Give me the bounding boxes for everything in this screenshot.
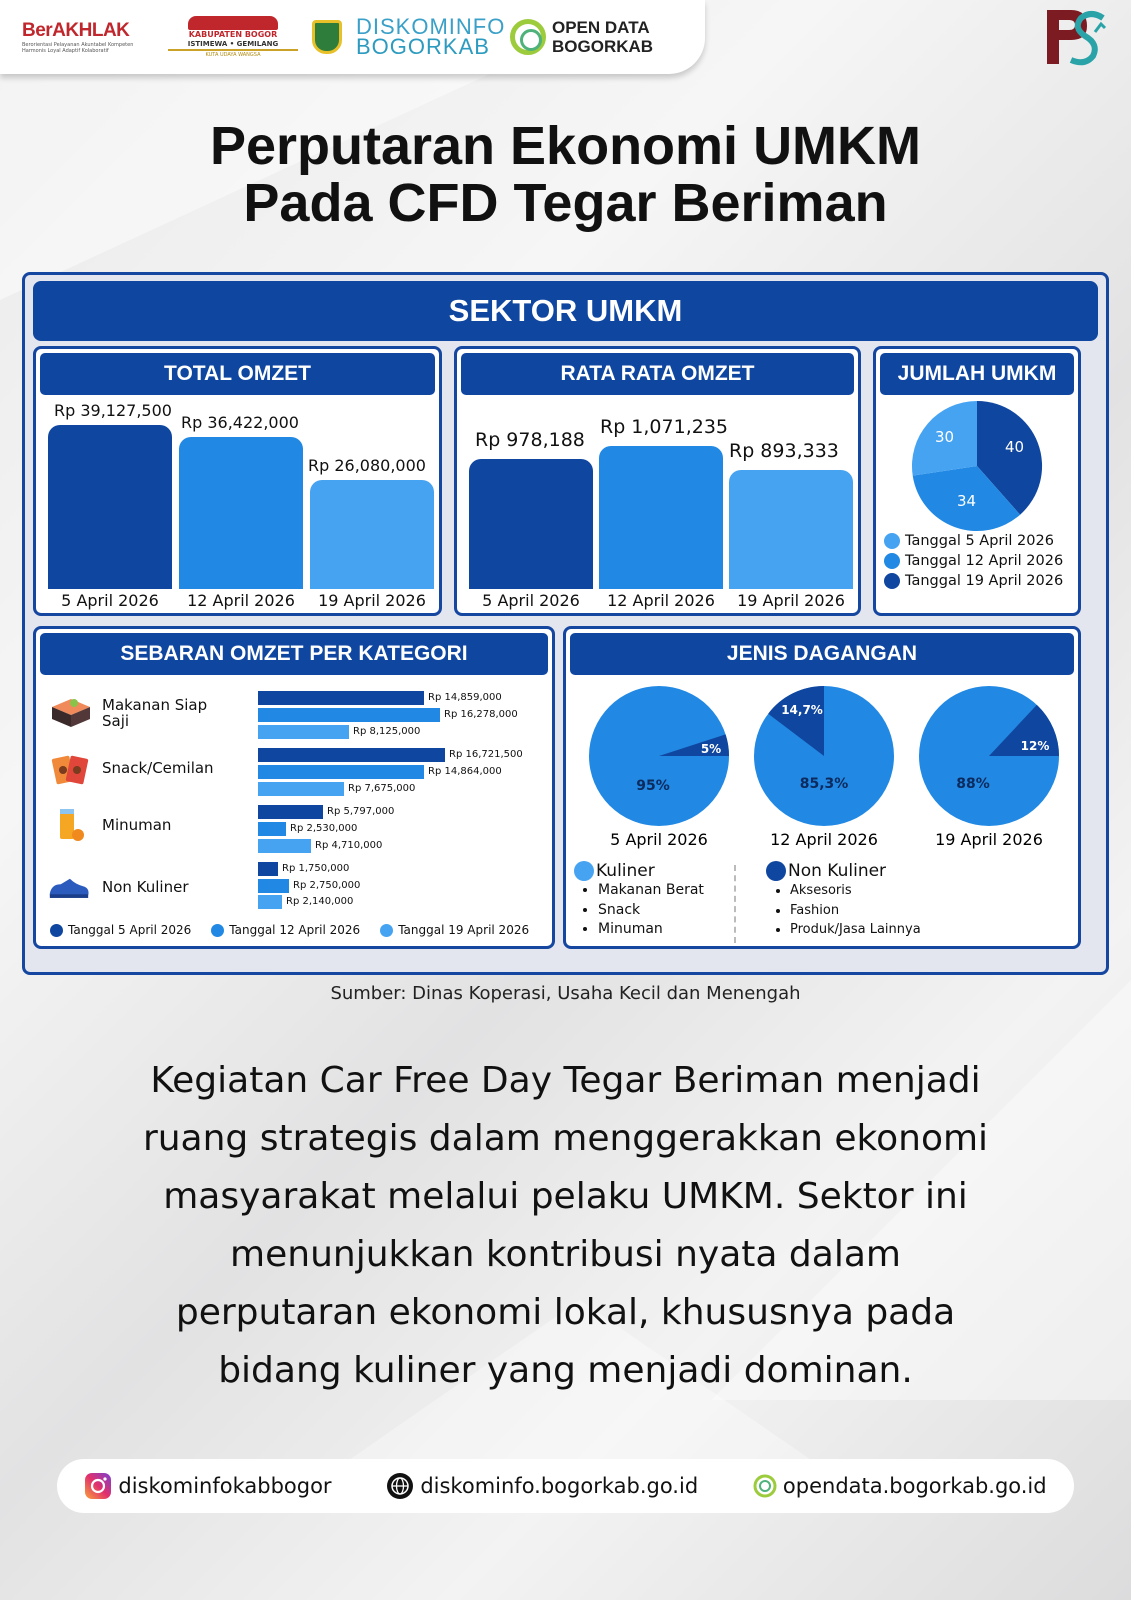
bar-value-label: Rp 1,071,235 — [600, 416, 728, 438]
legend-dot-icon — [380, 924, 393, 937]
pie-label-34: 34 — [957, 492, 977, 510]
hbar-value: Rp 2,750,000 — [293, 880, 361, 891]
hbar-value: Rp 5,797,000 — [327, 806, 395, 817]
bar-value-label: Rp 893,333 — [729, 440, 839, 462]
legend-label: Tanggal 5 April 2026 — [68, 923, 192, 937]
x-axis-label: 12 April 2026 — [607, 591, 715, 610]
instagram-handle: diskominfokabbogor — [118, 1474, 332, 1498]
list-item: • Makanan Berat — [598, 881, 704, 901]
svg-text:5%: 5% — [700, 742, 722, 756]
title-line1: Perputaran Ekonomi UMKM — [209, 116, 922, 176]
kuliner-dot-icon — [574, 861, 594, 881]
hbar-5-april — [258, 862, 278, 876]
x-axis-label: 5 April 2026 — [482, 591, 580, 610]
diskominfo-line1: DISKOMINFO — [356, 14, 506, 39]
berakhlak-logo — [22, 20, 154, 54]
snack-icon — [50, 751, 92, 787]
hbar-19-april — [258, 839, 311, 853]
kabupaten-bogor-logo — [168, 16, 298, 59]
website-link[interactable] — [386, 1472, 698, 1500]
hbar-value: Rp 7,675,000 — [348, 783, 416, 794]
legend-label: Tanggal 19 April 2026 — [398, 923, 530, 937]
kabupaten-line3: KUTA UDAYA WANGSA — [205, 51, 261, 58]
instagram-icon — [84, 1472, 112, 1500]
sebaran-omzet-card — [33, 626, 555, 949]
divider — [734, 865, 736, 943]
svg-text:88%: 88% — [956, 776, 990, 792]
website-url: diskominfo.bogorkab.go.id — [420, 1474, 699, 1498]
opendata-logo — [510, 18, 653, 56]
legend-item — [884, 571, 1063, 591]
bar-12-april — [179, 437, 303, 589]
bar-19-april — [729, 470, 853, 589]
hbar-12-april — [258, 879, 289, 893]
kuliner-items — [574, 881, 704, 940]
bar-value-label: Rp 39,127,500 — [54, 401, 172, 420]
logo-bar — [0, 0, 705, 74]
source-note: Sumber: Dinas Koperasi, Usaha Kecil dan Menengah — [330, 983, 801, 1004]
opendata-ring-icon — [510, 19, 546, 55]
non-kuliner-dot-icon — [766, 861, 786, 881]
ps-logo-icon — [1041, 6, 1111, 68]
shoe-icon — [48, 869, 90, 905]
hbar-value: Rp 2,530,000 — [290, 823, 358, 834]
hbar-19-april — [258, 895, 282, 909]
list-item: • Minuman — [598, 920, 704, 940]
hbar-value: Rp 8,125,000 — [353, 726, 421, 737]
body-line: masyarakat melalui pelaku UMKM. Sektor ini — [163, 1176, 968, 1217]
hbar-value: Rp 16,721,500 — [449, 749, 523, 760]
bar-value-label: Rp 978,188 — [475, 429, 585, 451]
hbar-5-april — [258, 748, 445, 762]
x-axis-label: 19 April 2026 — [318, 591, 426, 610]
legend-item — [766, 861, 921, 881]
sebaran-legend — [50, 920, 529, 940]
diskominfo-logo — [356, 14, 506, 59]
legend-label: Tanggal 12 April 2026 — [229, 923, 361, 937]
instagram-link[interactable] — [84, 1472, 331, 1500]
legend-dot-icon — [884, 553, 900, 569]
kabupaten-line2: ISTIMEWA • GEMILANG — [168, 40, 298, 51]
hbar-value: Rp 16,278,000 — [444, 709, 518, 720]
bar-5-april — [469, 459, 593, 589]
bar-12-april — [599, 446, 723, 589]
body-line: menunjukkan kontribusi nyata dalam — [230, 1234, 901, 1275]
pie-date-label: 12 April 2026 — [770, 830, 878, 849]
hbar-12-april — [258, 765, 424, 779]
legend-dot-icon — [211, 924, 224, 937]
globe-icon — [386, 1472, 414, 1500]
list-item: • Snack — [598, 901, 704, 921]
bar-5-april — [48, 425, 172, 589]
rata-omzet-card — [454, 346, 861, 616]
hbar-value: Rp 4,710,000 — [315, 840, 383, 851]
hbar-value: Rp 14,864,000 — [428, 766, 502, 777]
jenis-dagangan-card — [563, 626, 1081, 949]
hbar-5-april — [258, 805, 323, 819]
svg-text:12%: 12% — [1020, 739, 1050, 753]
jumlah-umkm-legend — [884, 531, 1063, 591]
diskominfo-line2: BOGORKAB — [356, 34, 490, 59]
x-axis-label: 12 April 2026 — [187, 591, 295, 610]
svg-text:95%: 95% — [636, 778, 670, 794]
body-line: ruang strategis dalam menggerakkan ekonomi — [142, 1118, 989, 1159]
berakhlak-tagline: Berorientasi Pelayanan Akuntabel Kompeten Harmonis Loyal Adaptif Kolaboratif — [22, 42, 134, 54]
legend-label: Tanggal 19 April 2026 — [905, 573, 1064, 589]
legend-item — [884, 551, 1063, 571]
category-label: Non Kuliner — [102, 878, 189, 896]
legend-item — [211, 920, 360, 940]
opendata-icon — [753, 1472, 777, 1500]
jenis-pie-19-april — [918, 685, 1060, 827]
legend-dot-icon — [884, 533, 900, 549]
berakhlak-title: BerAKHLAK — [22, 20, 130, 41]
hbar-5-april — [258, 691, 424, 705]
list-item: • Produk/Jasa Lainnya — [790, 920, 921, 940]
jumlah-umkm-title: JUMLAH UMKM — [880, 353, 1074, 395]
jenis-pie-12-april — [753, 685, 895, 827]
non-kuliner-legend — [766, 861, 921, 940]
body-paragraph — [40, 1052, 1091, 1400]
body-line: perputaran ekonomi lokal, khususnya pada — [175, 1292, 956, 1333]
jenis-pie-5-april — [588, 685, 730, 827]
bar-19-april — [310, 480, 434, 589]
legend-label: Tanggal 12 April 2026 — [905, 553, 1064, 569]
sebaran-omzet-title: SEBARAN OMZET PER KATEGORI — [40, 633, 548, 675]
svg-text:14,7%: 14,7% — [781, 703, 823, 717]
legend-dot-icon — [50, 924, 63, 937]
legend-item — [380, 920, 529, 940]
sektor-umkm-header: SEKTOR UMKM — [33, 281, 1098, 341]
jumlah-umkm-pie-chart — [910, 399, 1044, 533]
kabupaten-line1: KABUPATEN BOGOR — [188, 29, 278, 39]
jumlah-umkm-card — [873, 346, 1081, 616]
body-line: Kegiatan Car Free Day Tegar Beriman menjadi — [150, 1060, 981, 1101]
footer-contact-bar — [57, 1459, 1074, 1513]
rata-omzet-title: RATA RATA OMZET — [461, 353, 854, 395]
category-label: Snack/Cemilan — [102, 759, 214, 777]
hbar-19-april — [258, 782, 344, 796]
kuliner-legend — [574, 861, 704, 940]
opendata-link[interactable] — [753, 1472, 1047, 1500]
crown-icon — [188, 16, 278, 30]
legend-label: Tanggal 5 April 2026 — [905, 533, 1054, 549]
legend-item — [884, 531, 1063, 551]
crest-icon — [312, 20, 342, 54]
hbar-value: Rp 2,140,000 — [286, 896, 354, 907]
opendata-line2: BOGORKAB — [552, 37, 654, 56]
non-kuliner-items — [766, 881, 921, 940]
x-axis-label: 19 April 2026 — [737, 591, 845, 610]
kuliner-label: Kuliner — [596, 861, 655, 881]
drink-icon — [50, 807, 92, 843]
opendata-text — [552, 18, 653, 56]
hbar-12-april — [258, 708, 440, 722]
total-omzet-card — [33, 346, 442, 616]
hbar-value: Rp 1,750,000 — [282, 863, 350, 874]
list-item: • Aksesoris — [790, 881, 921, 901]
bar-value-label: Rp 26,080,000 — [308, 456, 426, 475]
svg-text:85,3%: 85,3% — [799, 776, 849, 792]
hbar-19-april — [258, 725, 349, 739]
non-kuliner-label: Non Kuliner — [788, 861, 887, 881]
sektor-umkm-panel — [22, 272, 1109, 975]
hbar-12-april — [258, 822, 286, 836]
category-label: Minuman — [102, 816, 172, 834]
food-box-icon — [50, 693, 92, 729]
pie-label-40: 40 — [1005, 438, 1025, 456]
pie-date-label: 5 April 2026 — [610, 830, 708, 849]
total-omzet-title: TOTAL OMZET — [40, 353, 435, 395]
opendata-url: opendata.bogorkab.go.id — [782, 1474, 1047, 1498]
opendata-line1: OPEN DATA — [552, 18, 650, 37]
legend-item — [574, 861, 704, 881]
page-title — [0, 118, 1131, 232]
title-line2: Pada CFD Tegar Beriman — [243, 173, 888, 233]
bar-value-label: Rp 36,422,000 — [181, 413, 299, 432]
jenis-dagangan-title: JENIS DAGANGAN — [570, 633, 1074, 675]
pie-date-label: 19 April 2026 — [935, 830, 1043, 849]
legend-item — [50, 920, 191, 940]
x-axis-label: 5 April 2026 — [61, 591, 159, 610]
hbar-value: Rp 14,859,000 — [428, 692, 502, 703]
list-item: • Fashion — [790, 901, 921, 921]
body-line: bidang kuliner yang menjadi dominan. — [218, 1350, 913, 1391]
category-label: Makanan Siap Saji — [102, 696, 208, 730]
pie-label-30: 30 — [935, 428, 955, 446]
legend-dot-icon — [884, 573, 900, 589]
